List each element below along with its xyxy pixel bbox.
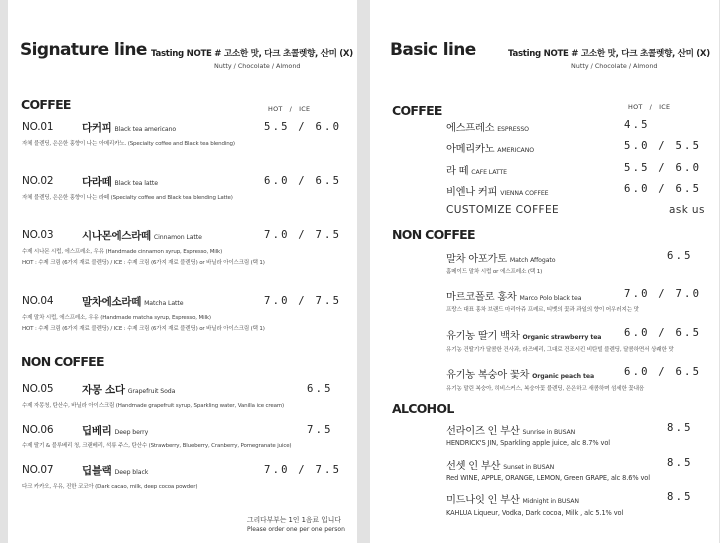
item-number: NO.07 <box>22 464 54 476</box>
menu-item-name: 말차 아포가토 Match Affogato <box>446 253 556 265</box>
menu-item-description: HOT : 수제 크림 (6가지 재료 블렌딩) / ICE : 수제 크림 (6가지 재료 블렌딩) or 바닐라 아이스크림 (택 1) <box>22 260 265 266</box>
menu-item-name: 딥베리 Deep berry <box>82 425 149 437</box>
section-heading-alcohol: ALCOHOL <box>392 401 454 416</box>
menu-item-price: 8.5 <box>667 491 693 503</box>
menu-item-price: 5.5 / 6.0 <box>264 121 342 133</box>
menu-item-name: 유기농 복숭아 꽃차 Organic peach tea <box>446 369 595 381</box>
customize-coffee-price: ask us <box>669 204 705 216</box>
menu-item-name: 선라이즈 인 부산 Sunrise in BUSAN <box>446 425 576 437</box>
menu-item-price: 4.5 <box>624 119 650 131</box>
menu-item-description: 자체 블렌딩, 은은한 홍향이 나는 라떼 (Specialty coffee and Black tea blending Latte) <box>22 195 233 201</box>
menu-item-price: 5.5 / 6.0 <box>624 162 702 174</box>
menu-item-name: 유기농 딸기 백차 Organic strawberry tea <box>446 330 602 342</box>
menu-item-price: 6.0 / 6.5 <box>624 183 702 195</box>
menu-item-price: 6.0 / 6.5 <box>624 327 702 339</box>
item-number: NO.03 <box>22 229 54 241</box>
menu-item-description: 수제 말차 시럽, 에스프레소, 우유 (Handmade matcha syrup, Espresso, Milk) <box>22 315 211 321</box>
section-heading-non-coffee: NON COFFEE <box>392 227 475 242</box>
menu-item-description: KAHLUA Liqueur, Vodka, Dark cocoa, Milk , alc 5.1% vol <box>446 509 624 517</box>
menu-item-name: 말차에소라떼 Matcha Latte <box>82 296 184 308</box>
menu-item-price: 7.0 / 7.0 <box>624 288 702 300</box>
section-heading-coffee: COFFEE <box>392 103 442 118</box>
menu-item-description: 유기농 말린 복숭아, 히비스커스, 복숭아꽃 블렌딩, 은은하고 새콤하며 섬세한 꽃내음 <box>446 386 645 392</box>
page-title: Signature line <box>20 40 147 60</box>
item-number: NO.04 <box>22 295 54 307</box>
menu-item-price: 7.5 <box>307 424 333 436</box>
menu-item-description: 프랑스 대표 홍차 브랜드 마리아쥬 프레르, 티벳의 꽃과 과일의 향이 어우러지는 맛 <box>446 307 639 313</box>
menu-item-price: 7.0 / 7.5 <box>264 464 342 476</box>
signature-menu-page <box>8 0 357 543</box>
menu-item-name: 아메리카노 AMERICANO <box>446 143 534 155</box>
menu-item-description: 유기농 건딸기가 달콤한 건사과, 라즈베리, 그대로 건조시킨 비탄빌 블렌딩, 달콤하면서 상쾌한 맛 <box>446 347 674 353</box>
item-number: NO.02 <box>22 175 54 187</box>
section-heading-coffee: COFFEE <box>21 97 71 112</box>
menu-item-name: 딥블랙 Deep black <box>82 465 149 477</box>
menu-item-price: 5.0 / 5.5 <box>624 140 702 152</box>
menu-item-price: 6.5 <box>307 383 333 395</box>
menu-item-description: 수제 시나몬 시럽, 에스프레소, 우유 (Handmade cinnamon syrup, Espresso, Milk) <box>22 249 223 255</box>
menu-item-description: HOT : 수제 크림 (6가지 재료 블렌딩) / ICE : 수제 크림 (6가지 재료 블렌딩) or 바닐라 아이스크림 (택 1) <box>22 326 265 332</box>
menu-item-description: HENDRICK'S JIN, Sparkling apple juice, alc 8.7% vol <box>446 439 610 447</box>
hot-ice-header: HOT / ICE <box>628 103 671 111</box>
menu-item-price: 6.0 / 6.5 <box>624 366 702 378</box>
item-number: NO.01 <box>22 121 54 133</box>
menu-item-price: 7.0 / 7.5 <box>264 229 342 241</box>
section-heading-non-coffee: NON COFFEE <box>21 354 104 369</box>
menu-item-price: 6.0 / 6.5 <box>264 175 342 187</box>
menu-item-price: 8.5 <box>667 457 693 469</box>
menu-item-name: 시나몬에스라떼 Cinnamon Latte <box>82 230 202 242</box>
menu-item-name: 자몽 소다 Grapefruit Soda <box>82 384 176 396</box>
menu-item-price: 6.5 <box>667 250 693 262</box>
menu-item-name: 라 떼 CAFE LATTE <box>446 165 507 177</box>
menu-item-name: 선셋 인 부산 Sunset in BUSAN <box>446 460 555 472</box>
menu-item-price: 7.0 / 7.5 <box>264 295 342 307</box>
menu-item-name: 다커피 Black tea americano <box>82 122 177 134</box>
page-title: Basic line <box>390 40 476 60</box>
menu-item-name: 마르코폴로 홍차 Marco Polo black tea <box>446 291 582 303</box>
menu-item-description: 다크 카카오, 우유, 진한 코코아 (Dark cacao, milk, deep cocoa powder) <box>22 484 198 490</box>
footer-note-en: Please order one per one person <box>247 526 345 533</box>
menu-item-description: 수제 딸기 & 블루베리 청, 크랜베리, 석류 주스, 탄산수 (Strawberry, Blueberry, Cranberry, Pomegranate juice) <box>22 443 292 449</box>
tasting-note: Tasting NOTE # 고소한 맛, 다크 초콜렛향, 산미 (X) <box>508 49 710 59</box>
tasting-note-sub: Nutty / Chocolate / Almond <box>214 62 301 70</box>
menu-item-name: 미드나잇 인 부산 Midnight in BUSAN <box>446 494 579 506</box>
customize-coffee-label: CUSTOMIZE COFFEE <box>446 204 560 216</box>
footer-note-ko: 그리다부부는 1인 1음료 입니다 <box>247 516 341 524</box>
menu-item-name: 다라떼 Black tea latte <box>82 176 158 188</box>
tasting-note: Tasting NOTE # 고소한 맛, 다크 초콜렛향, 산미 (X) <box>151 49 353 59</box>
menu-item-name: 에스프레소 ESPRESSO <box>446 122 529 134</box>
menu-item-price: 8.5 <box>667 422 693 434</box>
menu-item-description: 자체 블렌딩, 은은한 홍향이 나는 아메리카노. (Specialty coffee and Black tea blending) <box>22 141 235 147</box>
item-number: NO.06 <box>22 424 54 436</box>
menu-item-description: 홈메이드 말차 시럽 or 에스프레소 (택 1) <box>446 269 543 275</box>
basic-menu-page <box>370 0 719 543</box>
menu-item-description: 수제 자몽청, 탄산수, 바닐라 아이스크림 (Handmade grapefruit syrup, Sparkling water, Vanilla ice cream) <box>22 403 285 409</box>
tasting-note-sub: Nutty / Chocolate / Almond <box>571 62 658 70</box>
hot-ice-header: HOT / ICE <box>268 105 311 113</box>
item-number: NO.05 <box>22 383 54 395</box>
menu-item-description: Red WINE, APPLE, ORANGE, LEMON, Green GRAPE, alc 8.6% vol <box>446 474 650 482</box>
menu-item-name: 비엔나 커피 VIENNA COFFEE <box>446 186 549 198</box>
